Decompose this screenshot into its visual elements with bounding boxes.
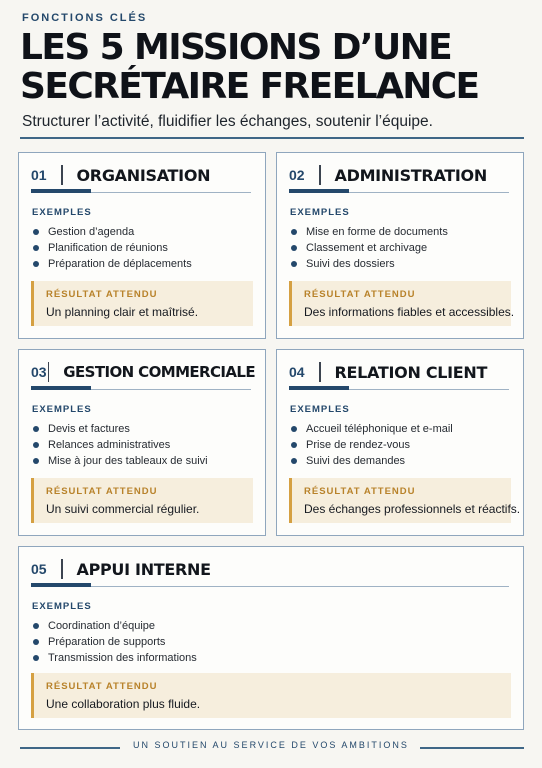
footer-tagline: UN SOUTIEN AU SERVICE DE VOS AMBITIONS <box>133 740 409 750</box>
mission-card-administration <box>276 152 524 339</box>
examples-label: EXEMPLES <box>290 207 350 218</box>
card-divider <box>349 192 509 193</box>
card-accent-bar <box>289 189 349 193</box>
card-separator <box>61 165 63 185</box>
expected-result-box <box>31 281 253 326</box>
bullet-icon <box>33 655 39 661</box>
card-divider <box>349 389 509 390</box>
result-label: RÉSULTAT ATTENDU <box>304 289 416 300</box>
result-text: Un suivi commercial régulier. <box>46 502 200 516</box>
bullet-icon <box>291 426 297 432</box>
list-item-text: Coordination d’équipe <box>48 620 156 632</box>
card-separator <box>319 165 321 185</box>
card-number: 03 <box>31 364 47 380</box>
subtitle: Structurer l’activité, fluidifier les échanges, soutenir l’équipe. <box>22 113 433 130</box>
list-item <box>291 240 448 256</box>
list-item <box>33 421 208 437</box>
card-header <box>31 360 255 384</box>
list-item <box>291 256 448 272</box>
list-item <box>33 224 192 240</box>
card-title: APPUI INTERNE <box>76 559 211 579</box>
list-item-text: Accueil téléphonique et e-mail <box>306 423 453 435</box>
list-item-text: Suivi des demandes <box>306 455 406 467</box>
bullet-icon <box>33 261 39 267</box>
bullet-icon <box>291 458 297 464</box>
bullet-icon <box>33 442 39 448</box>
list-item-text: Devis et factures <box>48 423 130 435</box>
list-item-text: Relances administratives <box>48 439 171 451</box>
list-item <box>291 224 448 240</box>
bullet-icon <box>33 639 39 645</box>
bullet-icon <box>33 245 39 251</box>
examples-label: EXEMPLES <box>32 207 92 218</box>
bullet-icon <box>291 442 297 448</box>
list-item-text: Préparation de supports <box>48 636 166 648</box>
list-item-text: Classement et archivage <box>306 242 428 254</box>
card-header <box>31 557 513 581</box>
list-item <box>33 256 192 272</box>
card-number: 01 <box>31 167 47 183</box>
list-item-text: Mise à jour des tableaux de suivi <box>48 455 208 467</box>
examples-label: EXEMPLES <box>32 404 92 415</box>
list-item-text: Gestion d’agenda <box>48 226 135 238</box>
list-item-text: Transmission des informations <box>48 652 197 664</box>
bullet-icon <box>291 245 297 251</box>
bullet-icon <box>291 261 297 267</box>
examples-list <box>33 224 192 272</box>
result-text: Une collaboration plus fluide. <box>46 697 201 711</box>
bullet-icon <box>33 229 39 235</box>
card-number: 05 <box>31 561 47 577</box>
list-item-text: Mise en forme de documents <box>306 226 448 238</box>
card-title: ADMINISTRATION <box>334 165 487 185</box>
page-title-line-2: SECRÉTAIRE FREELANCE <box>20 66 479 107</box>
list-item <box>33 437 208 453</box>
card-header <box>289 360 513 384</box>
bullet-icon <box>33 623 39 629</box>
page-title-line-1: LES 5 MISSIONS D’UNE <box>20 27 452 68</box>
list-item <box>33 240 192 256</box>
result-label: RÉSULTAT ATTENDU <box>46 681 158 692</box>
card-header <box>31 163 255 187</box>
list-item-text: Suivi des dossiers <box>306 258 395 270</box>
examples-list <box>291 224 448 272</box>
card-number: 02 <box>289 167 305 183</box>
page-title <box>20 28 525 106</box>
card-accent-bar <box>31 583 91 587</box>
result-label: RÉSULTAT ATTENDU <box>46 289 158 300</box>
result-text: Des informations fiables et accessibles. <box>304 305 515 319</box>
card-header <box>289 163 513 187</box>
list-item <box>33 650 197 666</box>
examples-list <box>33 618 197 666</box>
card-accent-bar <box>31 189 91 193</box>
bullet-icon <box>33 458 39 464</box>
card-title: GESTION COMMERCIALE <box>63 363 255 381</box>
card-divider <box>91 389 251 390</box>
result-label: RÉSULTAT ATTENDU <box>46 486 158 497</box>
card-divider <box>91 192 251 193</box>
list-item-text: Prise de rendez-vous <box>306 439 410 451</box>
mission-card-relation-client <box>276 349 524 536</box>
card-accent-bar <box>289 386 349 390</box>
list-item-text: Préparation de déplacements <box>48 258 192 270</box>
result-text: Un planning clair et maîtrisé. <box>46 305 199 319</box>
bullet-icon <box>291 229 297 235</box>
list-item <box>291 453 453 469</box>
card-separator <box>61 559 63 579</box>
list-item <box>33 634 197 650</box>
examples-list <box>33 421 208 469</box>
header-divider <box>20 137 524 139</box>
mission-card-gestion-commerciale <box>18 349 266 536</box>
footer-line-right <box>420 747 524 749</box>
card-divider <box>91 586 509 587</box>
list-item <box>291 437 453 453</box>
examples-label: EXEMPLES <box>290 404 350 415</box>
card-separator <box>48 362 49 382</box>
result-label: RÉSULTAT ATTENDU <box>304 486 416 497</box>
card-separator <box>319 362 321 382</box>
expected-result-box <box>31 478 253 523</box>
card-accent-bar <box>31 386 91 390</box>
list-item <box>33 453 208 469</box>
card-title: RELATION CLIENT <box>334 362 488 382</box>
card-number: 04 <box>289 364 305 380</box>
list-item-text: Planification de réunions <box>48 242 168 254</box>
list-item <box>291 421 453 437</box>
examples-list <box>291 421 453 469</box>
result-text: Des échanges professionnels et réactifs. <box>304 502 521 516</box>
bullet-icon <box>33 426 39 432</box>
list-item <box>33 618 197 634</box>
mission-card-appui-interne <box>18 546 524 730</box>
card-title: ORGANISATION <box>76 165 211 185</box>
expected-result-box <box>289 281 515 326</box>
examples-label: EXEMPLES <box>32 601 92 612</box>
expected-result-box <box>289 478 521 523</box>
eyebrow: FONCTIONS CLÉS <box>22 12 148 24</box>
mission-card-organisation <box>18 152 266 339</box>
expected-result-box <box>31 673 511 718</box>
